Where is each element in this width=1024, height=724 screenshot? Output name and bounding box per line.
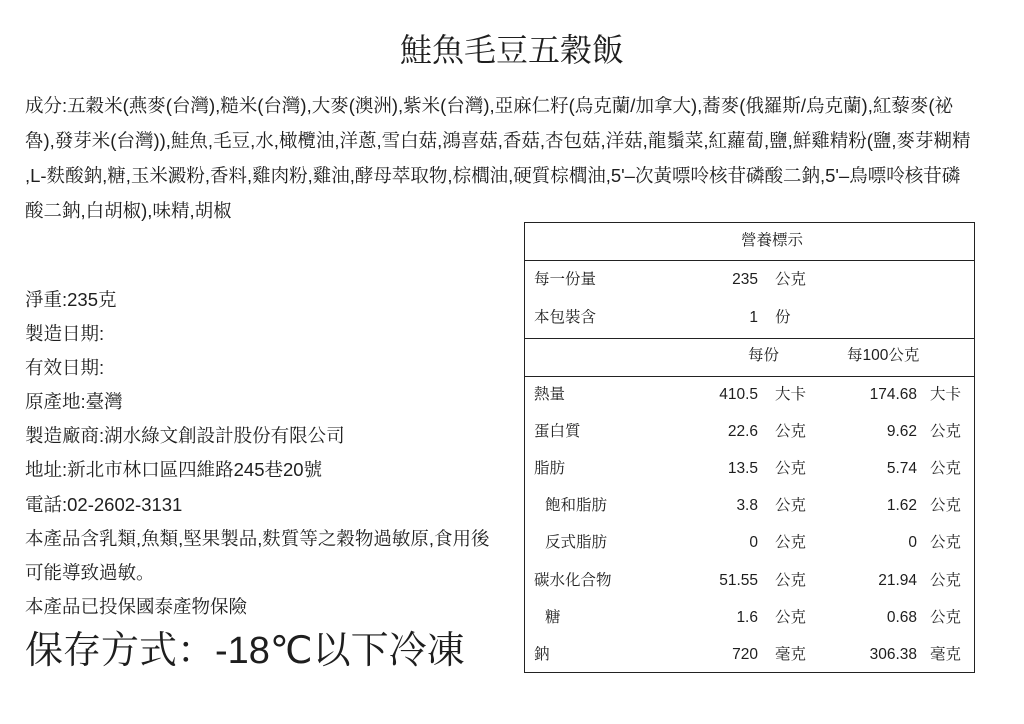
per-100g-unit: 公克 xyxy=(930,571,962,589)
per-serving-value: 51.55 xyxy=(719,571,758,589)
per-100g-unit: 毫克 xyxy=(930,645,962,663)
servings-per-package-value: 1 xyxy=(749,309,758,326)
ingredients-line: ,L-麩酸鈉,糖,玉米澱粉,香料,雞肉粉,雞油,酵母萃取物,棕櫚油,硬質棕櫚油,5'–次黃嘌呤核苷磷酸二鈉,5'–鳥嘌呤核苷磷 xyxy=(25,165,961,186)
per-100g-value: 21.94 xyxy=(878,571,917,589)
per-serving-value: 3.8 xyxy=(736,497,758,515)
nutrition-table xyxy=(524,222,975,673)
nutrient-label: 脂肪 xyxy=(534,459,566,477)
per-100g-value: 1.62 xyxy=(886,497,917,515)
serving-size-label: 每一份量 xyxy=(534,271,597,288)
origin xyxy=(25,385,490,419)
per-100g-unit: 公克 xyxy=(930,422,962,440)
per-100g-unit: 公克 xyxy=(930,459,962,477)
phone xyxy=(25,488,490,522)
per-serving-value: 13.5 xyxy=(727,459,758,477)
nutrient-label: 反式脂肪 xyxy=(545,534,608,552)
per-100g-unit: 公克 xyxy=(930,534,962,552)
insurance-notice: 本產品已投保國泰產物保險 xyxy=(25,595,248,617)
ingredients-line: 魯),發芽米(台灣)),鮭魚,毛豆,水,橄欖油,洋蔥,雪白菇,鴻喜菇,香菇,杏包菇,洋菇,龍鬚菜,紅蘿蔔,鹽,鮮雞精粉(鹽,麥芽糊精 xyxy=(25,130,971,151)
per-serving-value: 720 xyxy=(732,645,758,663)
per-100g-header: 每100公克 xyxy=(847,347,920,364)
nutrition-table-title: 營養標示 xyxy=(741,232,804,249)
allergen-notice-line: 本產品含乳類,魚類,堅果製品,麩質等之穀物過敏原,食用後 xyxy=(25,527,490,549)
nutrient-rows xyxy=(525,223,974,672)
per-serving-unit: 毫克 xyxy=(775,645,807,663)
per-serving-value: 410.5 xyxy=(719,385,758,403)
manufacturer-label: 製造廠商: xyxy=(25,425,105,447)
manufacture-date xyxy=(25,317,490,351)
nutrient-row xyxy=(525,602,974,634)
nutrient-row xyxy=(525,490,974,522)
per-serving-unit: 公克 xyxy=(775,497,807,515)
per-100g-value: 306.38 xyxy=(869,645,917,663)
per-serving-value: 22.6 xyxy=(727,422,758,440)
address xyxy=(25,453,490,487)
phone-value: 02-2602-3131 xyxy=(67,493,183,515)
net-weight-label: 淨重: xyxy=(25,289,68,310)
nutrient-row xyxy=(525,639,974,671)
nutrient-row xyxy=(525,565,974,597)
per-serving-unit: 公克 xyxy=(775,534,807,552)
nutrient-row xyxy=(525,453,974,485)
expiry-date xyxy=(25,351,490,385)
allergen-notice-line: 可能導致過敏。 xyxy=(25,561,155,583)
per-serving-unit: 公克 xyxy=(775,608,807,626)
per-serving-unit: 公克 xyxy=(775,459,807,477)
nutrient-label: 熱量 xyxy=(534,385,566,403)
per-100g-value: 174.68 xyxy=(869,385,917,403)
net-weight xyxy=(25,283,490,317)
nutrient-label: 鈉 xyxy=(534,645,550,663)
product-title: 鮭魚毛豆五穀飯 xyxy=(399,32,624,68)
per-serving-header: 每份 xyxy=(748,347,780,364)
address-value: 新北市林口區四維路245巷20號 xyxy=(67,459,323,481)
per-serving-unit: 公克 xyxy=(775,571,807,589)
per-100g-unit: 公克 xyxy=(930,497,962,515)
ingredients-line: 酸二鈉,白胡椒),味精,胡椒 xyxy=(25,200,232,221)
nutrient-label: 蛋白質 xyxy=(534,422,581,440)
product-info xyxy=(25,283,490,624)
nutrient-label: 糖 xyxy=(545,608,561,626)
servings-per-package-label: 本包裝含 xyxy=(534,309,597,326)
per-100g-value: 0.68 xyxy=(886,608,917,626)
manufacturer xyxy=(25,419,490,453)
nutrient-row xyxy=(525,527,974,559)
per-serving-unit: 大卡 xyxy=(775,385,807,403)
expiry-date-label: 有效日期: xyxy=(25,357,105,379)
ingredients-block xyxy=(25,88,971,228)
origin-label: 原產地: xyxy=(25,391,86,413)
servings-per-package-unit: 份 xyxy=(775,309,791,326)
nutrient-label: 飽和脂肪 xyxy=(545,497,608,515)
serving-size-value: 235 xyxy=(732,271,758,288)
per-serving-value: 0 xyxy=(749,534,758,552)
address-label: 地址: xyxy=(25,459,68,481)
phone-label: 電話: xyxy=(25,493,68,515)
manufacturer-value: 湖水綠文創設計股份有限公司 xyxy=(104,425,345,447)
storage-instruction: 保存方式：-18℃以下冷凍 xyxy=(25,630,465,672)
net-weight-value: 235克 xyxy=(67,289,117,310)
nutrient-row xyxy=(525,416,974,448)
origin-value: 臺灣 xyxy=(85,391,123,413)
serving-size-unit: 公克 xyxy=(775,271,807,288)
per-serving-unit: 公克 xyxy=(775,422,807,440)
per-100g-value: 0 xyxy=(908,534,917,552)
per-100g-unit: 大卡 xyxy=(930,385,962,403)
manufacture-date-label: 製造日期: xyxy=(25,323,105,345)
nutrient-label: 碳水化合物 xyxy=(534,571,612,589)
per-100g-unit: 公克 xyxy=(930,608,962,626)
per-100g-value: 5.74 xyxy=(886,459,917,477)
nutrient-row xyxy=(525,379,974,411)
per-serving-value: 1.6 xyxy=(736,608,758,626)
ingredients-line: 成分:五穀米(燕麥(台灣),糙米(台灣),大麥(澳洲),紫米(台灣),亞麻仁籽(烏克蘭/加拿大),蕎麥(俄羅斯/烏克蘭),紅藜麥(祕 xyxy=(25,95,954,116)
per-100g-value: 9.62 xyxy=(886,422,917,440)
